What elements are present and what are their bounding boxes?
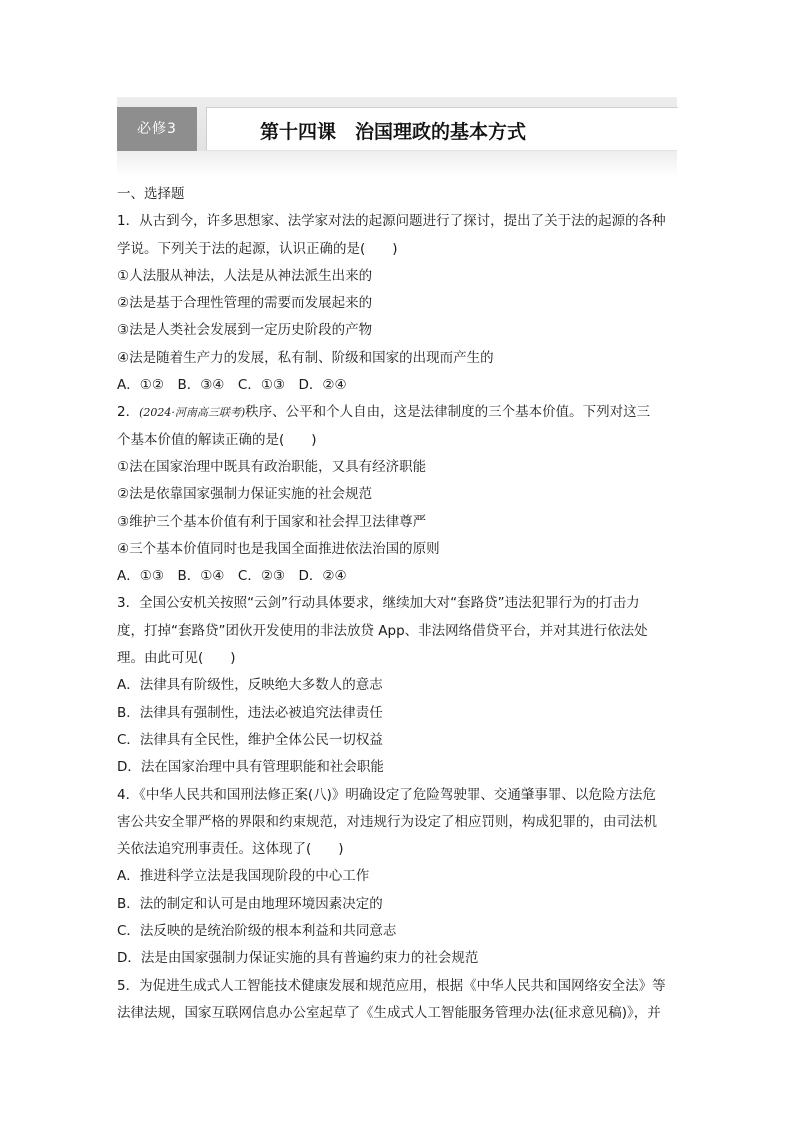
answer-choice: A．推进科学立法是我国现阶段的中心工作	[117, 868, 370, 885]
answer-options: A．①③ B．①④ C．②③ D．②④	[117, 568, 347, 585]
course-tag: 必修3	[117, 107, 197, 151]
document-body	[117, 181, 677, 1027]
question-stem-line: 4．《中华人民共和国刑法修正案(八)》明确设定了危险驾驶罪、交通肇事罪、以危险方法危	[117, 786, 656, 803]
question-stem-line: 个基本价值的解读正确的是( )	[117, 431, 317, 448]
statement-item: ④法是随着生产力的发展，私有制、阶级和国家的出现而产生的	[117, 349, 494, 366]
question-source: (2024·河南高三联考)	[139, 406, 246, 420]
question-2	[117, 399, 677, 590]
statement-item: ④三个基本价值同时也是我国全面推进依法治国的原则	[117, 540, 440, 557]
question-3	[117, 590, 677, 781]
question-stem-line: 害公共安全罪严格的界限和约束规范，对违规行为设定了相应罚则，构成犯罪的，由司法机	[117, 813, 657, 830]
answer-choice: B．法的制定和认可是由地理环境因素决定的	[117, 895, 383, 912]
answer-options: A．①② B．③④ C．①③ D．②④	[117, 377, 347, 394]
answer-choice: C．法律具有全民性，维护全体公民一切权益	[117, 731, 383, 748]
question-1	[117, 208, 677, 399]
question-stem-line: 法律法规，国家互联网信息办公室起草了《生成式人工智能服务管理办法(征求意见稿)》，并	[117, 1004, 661, 1021]
statement-item: ②法是依靠国家强制力保证实施的社会规范	[117, 486, 373, 503]
statement-item: ②法是基于合理性管理的需要而发展起来的	[117, 295, 373, 312]
statement-item: ③维护三个基本价值有利于国家和社会捍卫法律尊严	[117, 513, 427, 530]
question-stem-line: 学说。下列关于法的起源，认识正确的是( )	[117, 240, 398, 257]
question-stem-line: 度，打掉“套路贷”团伙开发使用的非法放贷 App、非法网络借贷平台，并对其进行依法处	[117, 622, 648, 639]
statement-item: ①法在国家治理中既具有政治职能，又具有经济职能	[117, 458, 427, 475]
question-5	[117, 973, 677, 1028]
section-heading: 一、选择题	[117, 186, 185, 202]
answer-choice: D．法是由国家强制力保证实施的具有普遍约束力的社会规范	[117, 950, 479, 967]
question-4	[117, 782, 677, 973]
answer-choice: D．法在国家治理中具有管理职能和社会职能	[117, 759, 384, 776]
answer-choice: C．法反映的是统治阶级的根本利益和共同意志	[117, 923, 397, 940]
question-stem-line: 5．为促进生成式人工智能技术健康发展和规范应用，根据《中华人民共和国网络安全法》等	[117, 977, 666, 994]
question-stem-line	[117, 399, 677, 426]
question-stem-text: 秩序、公平和个人自由，这是法律制度的三个基本价值。下列对这三	[245, 404, 651, 421]
question-stem-line: 1．从古到今，许多思想家、法学家对法的起源问题进行了探讨，提出了关于法的起源的各种	[117, 213, 666, 230]
statement-item: ①人法服从神法，人法是从神法派生出来的	[117, 267, 373, 284]
page-title: 第十四课 治国理政的基本方式	[260, 121, 527, 143]
answer-choice: A．法律具有阶级性，反映绝大多数人的意志	[117, 677, 383, 694]
question-stem-line: 3．全国公安机关按照“云剑”行动具体要求，继续加大对“套路贷”违法犯罪行为的打击力	[117, 595, 640, 612]
header-shadow	[117, 151, 677, 177]
question-stem-line: 关依法追究刑事责任。这体现了( )	[117, 841, 344, 858]
question-number: 2．	[117, 404, 140, 421]
answer-choice: B．法律具有强制性，违法必被追究法律责任	[117, 704, 383, 721]
statement-item: ③法是人类社会发展到一定历史阶段的产物	[117, 322, 373, 339]
question-stem-line: 理。由此可见( )	[117, 650, 236, 667]
